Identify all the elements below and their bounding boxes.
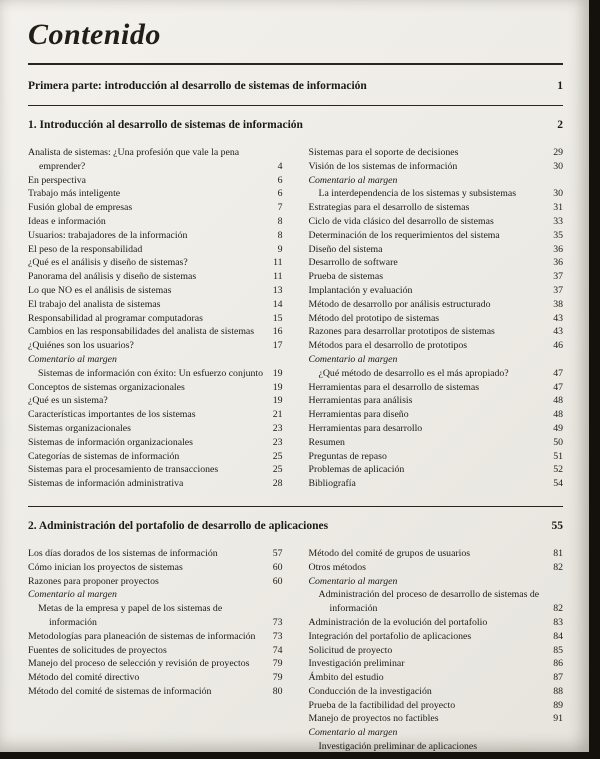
- toc-entry-text: ¿Quiénes son los usuarios?: [28, 340, 134, 352]
- toc-entry: [309, 353, 564, 367]
- toc-entry-text: Ámbito del estudio: [308, 672, 384, 684]
- toc-entry: [28, 353, 283, 367]
- toc-entry-page: 80: [272, 685, 283, 697]
- toc-entry-page: 36: [553, 257, 563, 269]
- toc-entry: [309, 712, 564, 726]
- toc-entry: [38, 367, 283, 381]
- toc-entry-text: Razones para proponer proyectos: [28, 575, 159, 587]
- toc-entry-page: 19: [272, 367, 283, 379]
- toc-entry-text: Sistemas para el procesamiento de transacciones: [28, 464, 219, 476]
- toc-entry-text: Conceptos de sistemas organizacionales: [28, 381, 185, 393]
- toc-entry-page: 79: [272, 672, 283, 684]
- toc-entry: [309, 312, 564, 326]
- toc-entry: [38, 602, 283, 630]
- toc-entry: [309, 422, 564, 436]
- toc-entry-page: 47: [553, 367, 563, 379]
- toc-entry-page: 9: [277, 243, 283, 255]
- toc-entry-page: 85: [553, 644, 563, 656]
- toc-entry: [28, 561, 283, 575]
- toc-entry: [309, 325, 564, 339]
- toc-entry: [309, 561, 564, 575]
- toc-entry-text: Bibliografía: [308, 478, 356, 490]
- toc-entry: [309, 146, 564, 160]
- toc-entry: [28, 657, 283, 671]
- toc-entry: [28, 644, 283, 658]
- section-page-number: 2: [557, 119, 563, 131]
- toc-entry-text: Ideas e información: [28, 215, 106, 227]
- toc-entry-page: 60: [272, 575, 283, 587]
- toc-entry-text: Método del prototipo de sistemas: [308, 312, 440, 324]
- toc-entry-text: Comentario al margen: [308, 174, 398, 186]
- toc-entry-page: 15: [272, 312, 283, 324]
- toc-entry: [309, 671, 564, 685]
- toc-entry: [28, 312, 283, 326]
- toc-entry-text: Ciclo de vida clásico del desarrollo de sistemas: [308, 215, 494, 227]
- toc-entry: [309, 616, 564, 630]
- toc-entry: [28, 270, 283, 284]
- toc-entry-text: Visión de los sistemas de información: [308, 160, 458, 172]
- toc-entry-page: 19: [272, 395, 283, 407]
- toc-entry-page: 29: [553, 147, 563, 158]
- toc-entry-text: Implantación y evaluación: [308, 284, 413, 296]
- toc-entry-text: La interdependencia de los sistemas y subsistemas: [318, 188, 517, 200]
- toc-entry: [28, 588, 283, 602]
- toc-entry-page: 28: [272, 478, 283, 490]
- toc-entry-page: 48: [553, 395, 563, 407]
- section-heading: 2. Administración del portafolio de desarrollo de aplicaciones: [28, 519, 329, 532]
- toc-entry: [309, 547, 564, 561]
- toc-entry-text: Cómo inician los proyectos de sistemas: [28, 561, 183, 573]
- toc-entry-page: 37: [553, 271, 563, 283]
- toc-entry-page: 25: [272, 450, 283, 462]
- toc-entry-text: Prueba de sistemas: [308, 271, 384, 283]
- toc-entry: [28, 463, 283, 477]
- toc-entry-page: 82: [553, 603, 563, 615]
- toc-entry: [28, 243, 283, 257]
- part-page-number: 1: [557, 80, 563, 92]
- toc-entry-page: 13: [272, 284, 283, 296]
- toc-entry-page: 37: [553, 284, 563, 296]
- toc-entry-page: 89: [553, 699, 563, 711]
- toc-entry: [309, 215, 564, 229]
- toc-entry: [319, 588, 564, 616]
- toc-entry: [309, 256, 564, 270]
- toc-entry-text: Fuentes de solicitudes de proyectos: [28, 644, 167, 656]
- toc-entry-page: 17: [272, 340, 283, 352]
- toc-entry-text: ¿Qué método de desarrollo es el más apropiado?: [318, 367, 509, 379]
- toc-entry: [309, 381, 564, 395]
- toc-entry-text: Comentario al margen: [28, 353, 117, 365]
- toc-entry-text: El trabajo del analista de sistemas: [28, 298, 161, 310]
- toc-entry: [309, 408, 564, 422]
- toc-entry-text: Panorama del análisis y diseño de sistemas: [28, 271, 197, 283]
- toc-entry-text: Categorías de sistemas de información: [28, 450, 180, 462]
- toc-entry: [309, 243, 564, 257]
- toc-entry: [319, 367, 564, 381]
- toc-entry-text: Comentario al margen: [28, 589, 117, 601]
- toc-sections: [28, 105, 563, 752]
- toc-entry-text: Comentario al margen: [308, 727, 398, 739]
- toc-entry: [28, 477, 283, 491]
- toc-entry: [309, 201, 564, 215]
- toc-entry-text: Metas de la empresa y papel de los sistemas de información: [38, 603, 223, 628]
- toc-entry-text: Diseño del sistema: [308, 243, 383, 255]
- toc-entry-text: Herramientas para análisis: [308, 395, 413, 407]
- part-heading-label: Primera parte: introducción al desarrollo de sistemas de información: [28, 80, 367, 92]
- toc-entry-page: 51: [553, 450, 563, 462]
- toc-entry-page: 91: [553, 713, 563, 725]
- toc-entry: [28, 284, 283, 298]
- toc-entry: [28, 436, 283, 450]
- toc-entry-text: Sistemas para el soporte de decisiones: [308, 147, 459, 158]
- toc-entry-page: 82: [553, 561, 563, 573]
- toc-entry: [309, 394, 564, 408]
- toc-entry-page: 49: [553, 422, 563, 434]
- toc-entry: [309, 463, 564, 477]
- toc-entry-text: El peso de la responsabilidad: [28, 243, 143, 255]
- toc-entry-page: 23: [272, 422, 283, 434]
- toc-entry-text: Herramientas para desarrollo: [308, 422, 423, 434]
- toc-entry-text: Sistemas de información organizacionales: [28, 436, 193, 448]
- toc-entry-page: 60: [272, 561, 283, 573]
- toc-entry-text: Prueba de la factibilidad del proyecto: [308, 699, 456, 711]
- toc-entry-page: 57: [272, 547, 283, 559]
- toc-entry-page: 16: [272, 326, 283, 338]
- toc-entry-text: Usuarios: trabajadores de la información: [28, 229, 188, 241]
- toc-entry-page: 6: [277, 188, 283, 200]
- toc-entry-page: 25: [272, 464, 283, 476]
- toc-entry-page: 23: [272, 436, 283, 448]
- toc-entry-text: Razones para desarrollar prototipos de sistemas: [308, 326, 495, 338]
- toc-entry-page: 86: [553, 658, 563, 670]
- toc-entry-text: Responsabilidad al programar computadoras: [28, 312, 203, 324]
- toc-entry-page: 19: [272, 381, 283, 393]
- toc-entry-page: 4: [277, 160, 283, 172]
- toc-entry-text: En perspectiva: [28, 174, 86, 186]
- toc-entry: [28, 671, 283, 685]
- toc-entry-page: 88: [553, 685, 563, 697]
- toc-entry: [309, 450, 564, 464]
- toc-entry-text: Características importantes de los sistemas: [28, 409, 196, 421]
- toc-entry: [309, 174, 564, 188]
- toc-entry: [309, 726, 564, 740]
- toc-entry: [309, 229, 564, 243]
- toc-entry-page: 84: [553, 630, 563, 642]
- toc-entry-page: 54: [553, 478, 563, 490]
- toc-entry: [28, 547, 283, 561]
- toc-column-right: [309, 146, 564, 491]
- toc-entry-page: 47: [553, 381, 563, 393]
- toc-entry: [28, 408, 283, 422]
- toc-entry-page: 79: [272, 658, 283, 670]
- toc-entry-text: Herramientas para el desarrollo de sistemas: [308, 381, 480, 393]
- toc-entry: [28, 575, 283, 589]
- toc-entry-text: Solicitud de proyecto: [308, 644, 393, 656]
- toc-entry-page: 6: [277, 174, 283, 186]
- toc-column-left: [28, 146, 283, 491]
- toc-entry-text: Investigación preliminar: [308, 658, 405, 670]
- toc-entry: [309, 298, 564, 312]
- toc-entry-text: Manejo del proceso de selección y revisión de proyectos: [28, 658, 250, 670]
- toc-entry: [28, 325, 283, 339]
- toc-entry-page: 43: [553, 326, 563, 338]
- toc-entry-text: Investigación preliminar de aplicaciones: [318, 741, 478, 752]
- toc-entry-page: 87: [553, 672, 563, 684]
- toc-entry: [309, 644, 564, 658]
- toc-entry-text: Cambios en las responsabilidades del analista de sistemas: [28, 326, 255, 338]
- toc-entry: [28, 450, 283, 464]
- toc-entry-text: Métodos para el desarrollo de prototipos: [308, 340, 468, 352]
- toc-entry-page: 36: [553, 243, 563, 255]
- toc-entry-text: Problemas de aplicación: [308, 464, 405, 476]
- toc-entry-text: Desarrollo de software: [308, 257, 398, 269]
- toc-entry: [309, 284, 564, 298]
- part-heading: [28, 65, 563, 105]
- toc-entry-text: Método del comité de grupos de usuarios: [308, 547, 471, 559]
- toc-entry-text: Los días dorados de los sistemas de información: [28, 547, 218, 559]
- toc-entry-text: Comentario al margen: [308, 353, 398, 365]
- toc-entry: [28, 174, 283, 188]
- toc-entry-page: 8: [277, 215, 283, 227]
- toc-entry-text: Determinación de los requerimientos del sistema: [308, 229, 500, 241]
- toc-entry: [28, 422, 283, 436]
- toc-entry-page: 48: [553, 409, 563, 421]
- section-page-number: 55: [551, 519, 563, 532]
- toc-entry: [309, 657, 564, 671]
- toc-entry-page: 43: [553, 312, 563, 324]
- toc-entry-text: Metodologías para planeación de sistemas de información: [28, 630, 256, 642]
- toc-section: [28, 105, 563, 491]
- toc-entry-text: Trabajo más inteligente: [28, 188, 121, 200]
- toc-entry-text: Analista de sistemas: ¿Una profesión que vale la pena emprender?: [28, 147, 240, 172]
- toc-entry-text: Sistemas organizacionales: [28, 422, 131, 434]
- toc-entry-text: ¿Qué es un sistema?: [28, 395, 108, 407]
- toc-entry-text: Conducción de la investigación: [308, 685, 432, 697]
- toc-entry-page: 38: [553, 298, 563, 310]
- toc-entry-text: Fusión global de empresas: [28, 202, 133, 214]
- toc-entry: [28, 630, 283, 644]
- toc-entry-text: Comentario al margen: [308, 575, 398, 587]
- toc-entry: [319, 740, 564, 752]
- toc-entry: [309, 575, 564, 589]
- toc-entry: [309, 339, 564, 353]
- toc-entry-text: Lo que NO es el análisis de sistemas: [28, 284, 172, 296]
- toc-entry: [309, 699, 564, 713]
- toc-entry-page: 83: [553, 616, 563, 628]
- page-title: Contenido: [28, 18, 161, 51]
- toc-entry: [28, 298, 283, 312]
- toc-entry-text: Integración del portafolio de aplicaciones: [308, 630, 472, 642]
- toc-entry-page: 11: [273, 257, 283, 269]
- toc-entry: [28, 215, 283, 229]
- toc-entry-text: Preguntas de repaso: [308, 450, 387, 462]
- toc-entry-page: 30: [553, 188, 563, 200]
- toc-entry-page: 14: [272, 298, 283, 310]
- toc-entry-text: Herramientas para diseño: [308, 409, 409, 421]
- toc-entry: [319, 187, 564, 201]
- toc-entry-text: Manejo de proyectos no factibles: [308, 713, 439, 725]
- toc-entry: [309, 270, 564, 284]
- toc-entry-page: 52: [553, 464, 563, 476]
- toc-entry-text: Administración de la evolución del portafolio: [308, 616, 488, 628]
- toc-column-left: [28, 547, 283, 752]
- toc-entry: [309, 477, 564, 491]
- toc-entry-text: ¿Qué es el análisis y diseño de sistemas?: [28, 257, 188, 269]
- section-heading: 1. Introducción al desarrollo de sistemas de información: [28, 119, 303, 131]
- toc-entry-page: 7: [277, 202, 283, 214]
- toc-entry-page: 46: [553, 340, 563, 352]
- toc-entry: [28, 146, 283, 174]
- toc-entry-page: 73: [272, 630, 283, 642]
- toc-entry-text: Sistemas de información administrativa: [28, 478, 184, 490]
- toc-entry-page: 11: [273, 271, 283, 283]
- toc-entry: [309, 685, 564, 699]
- toc-entry-text: Otros métodos: [308, 561, 366, 573]
- toc-entry: [28, 201, 283, 215]
- toc-entry-page: 81: [553, 547, 563, 559]
- toc-entry-page: 50: [553, 436, 563, 448]
- toc-entry-text: Método de desarrollo por análisis estructurado: [308, 298, 491, 310]
- toc-entry-page: 21: [272, 409, 283, 421]
- toc-entry: [28, 187, 283, 201]
- toc-entry-page: 30: [553, 160, 563, 172]
- toc-entry-text: Método del comité directivo: [28, 672, 140, 684]
- toc-entry-text: Administración del proceso de desarrollo de sistemas de información: [318, 589, 540, 615]
- toc-entry-page: 31: [553, 202, 563, 214]
- toc-entry-page: 74: [272, 644, 283, 656]
- toc-entry: [28, 685, 283, 699]
- toc-entry-text: Método del comité de sistemas de información: [28, 685, 212, 697]
- toc-entry-page: 33: [553, 215, 563, 227]
- toc-entry-page: 8: [277, 229, 283, 241]
- toc-entry-text: Resumen: [308, 436, 345, 448]
- toc-entry: [309, 160, 564, 174]
- toc-entry: [28, 394, 283, 408]
- toc-entry-page: 73: [272, 616, 283, 628]
- toc-entry: [28, 381, 283, 395]
- toc-entry: [28, 256, 283, 270]
- toc-section: [28, 506, 563, 752]
- toc-entry: [309, 436, 564, 450]
- toc-entry: [309, 630, 564, 644]
- toc-entry-text: Sistemas de información con éxito: Un esfuerzo conjunto: [38, 367, 263, 379]
- toc-entry-page: 35: [553, 229, 563, 241]
- toc-column-right: [309, 547, 564, 752]
- toc-entry-text: Estrategias para el desarrollo de sistemas: [308, 202, 470, 214]
- toc-entry: [28, 339, 283, 353]
- toc-entry: [28, 229, 283, 243]
